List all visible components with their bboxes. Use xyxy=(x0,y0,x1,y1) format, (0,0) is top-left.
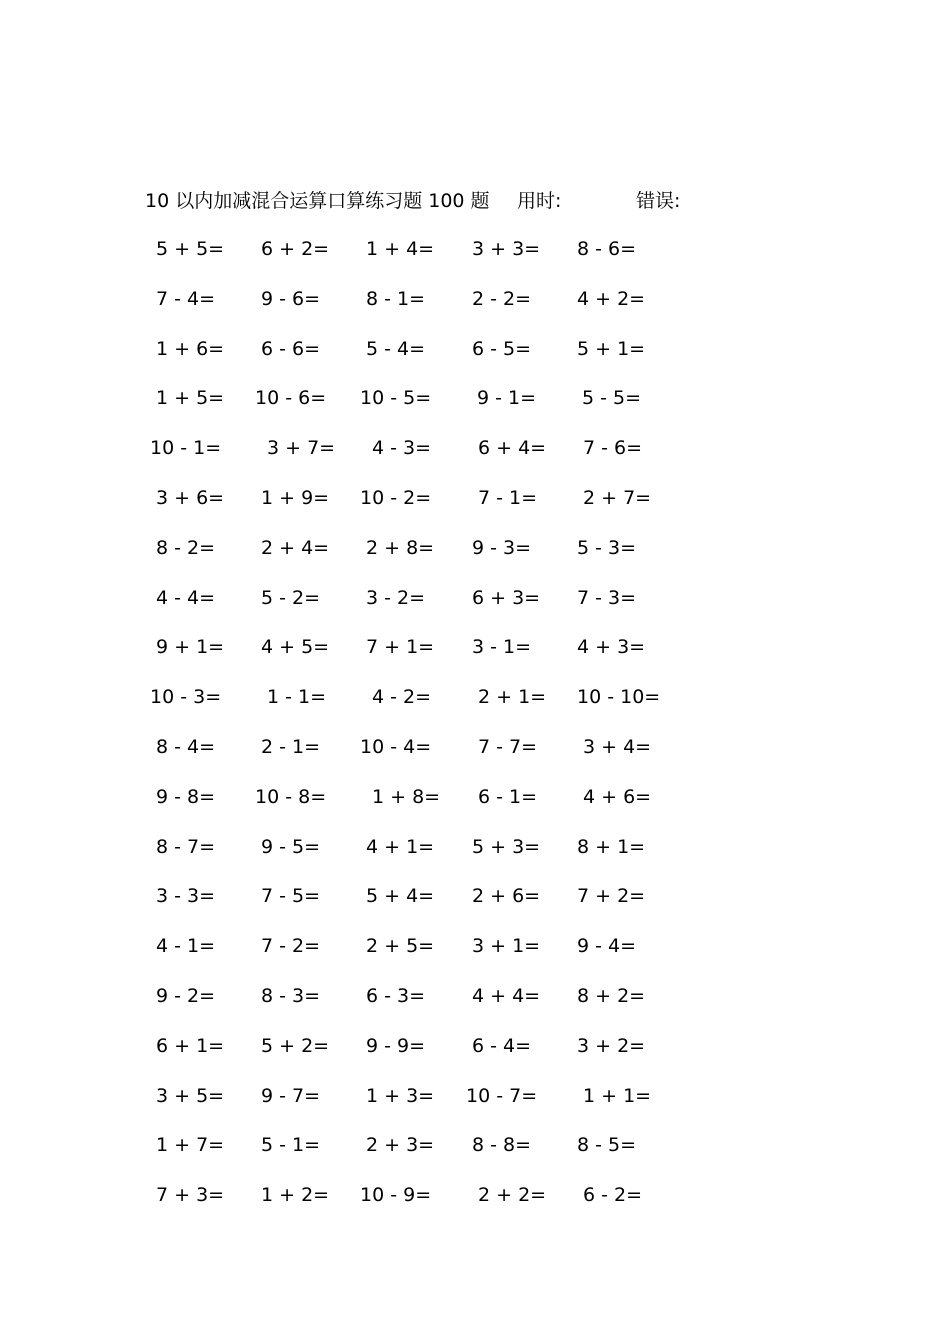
problem-item: 2 + 2= xyxy=(478,1184,547,1207)
problem-item: 10 - 7= xyxy=(466,1084,538,1107)
problem-item: 6 - 4= xyxy=(472,1034,532,1057)
problem-item: 4 - 2= xyxy=(372,686,432,709)
problem-item: 10 - 4= xyxy=(360,736,432,758)
problem-item: 3 + 7= xyxy=(267,437,336,460)
problem-item: 8 - 8= xyxy=(472,1134,532,1157)
problem-item: 6 - 6= xyxy=(261,337,321,360)
problem-item: 8 - 1= xyxy=(366,287,426,310)
problem-item: 2 + 1= xyxy=(478,686,547,709)
problem-item: 4 + 6= xyxy=(583,785,652,808)
problem-item: 3 + 4= xyxy=(583,736,652,758)
problem-item: 9 - 3= xyxy=(472,536,532,559)
problem-item: 10 - 8= xyxy=(255,785,327,808)
problem-item: 1 - 1= xyxy=(267,686,327,709)
problem-item: 3 - 2= xyxy=(366,586,426,609)
problem-item: 4 + 2= xyxy=(577,287,646,310)
problem-item: 3 + 1= xyxy=(472,935,541,958)
problem-item: 5 + 2= xyxy=(261,1034,330,1057)
problem-item: 7 - 7= xyxy=(478,736,538,758)
problem-item: 6 + 3= xyxy=(472,586,541,609)
problem-item: 7 - 1= xyxy=(478,487,538,509)
problem-item: 10 - 9= xyxy=(360,1184,432,1207)
problem-item: 2 + 6= xyxy=(472,885,541,908)
problem-item: 5 + 1= xyxy=(577,337,646,360)
problem-item: 6 - 3= xyxy=(366,985,426,1007)
problem-item: 1 + 6= xyxy=(156,337,225,360)
problem-item: 5 + 4= xyxy=(366,885,435,908)
problem-item: 3 + 6= xyxy=(156,487,225,509)
problem-item: 6 - 1= xyxy=(478,785,538,808)
problem-item: 7 + 1= xyxy=(366,636,435,659)
problem-item: 6 + 2= xyxy=(261,238,330,260)
problem-item: 5 - 2= xyxy=(261,586,321,609)
problem-item: 8 - 2= xyxy=(156,536,216,559)
problem-item: 10 - 1= xyxy=(150,437,222,460)
problem-item: 3 + 3= xyxy=(472,238,541,260)
problem-item: 5 - 4= xyxy=(366,337,426,360)
problem-item: 9 - 5= xyxy=(261,835,321,858)
problem-item: 5 + 5= xyxy=(156,238,225,260)
problem-item: 2 + 7= xyxy=(583,487,652,509)
problem-item: 2 + 3= xyxy=(366,1134,435,1157)
problem-item: 7 + 3= xyxy=(156,1184,225,1207)
problem-item: 3 + 5= xyxy=(156,1084,225,1107)
problem-item: 9 - 4= xyxy=(577,935,637,958)
problem-item: 8 - 5= xyxy=(577,1134,637,1157)
problem-item: 7 + 2= xyxy=(577,885,646,908)
problem-item: 9 - 1= xyxy=(477,387,537,410)
problem-item: 8 - 3= xyxy=(261,985,321,1007)
problem-item: 7 - 6= xyxy=(583,437,643,460)
problem-item: 9 - 2= xyxy=(156,985,216,1007)
problem-item: 1 + 7= xyxy=(156,1134,225,1157)
page-title: 10 以内加减混合运算口算练习题 100 题 xyxy=(145,190,490,212)
problem-item: 2 + 8= xyxy=(366,536,435,559)
problem-item: 5 - 3= xyxy=(577,536,637,559)
problem-item: 2 - 2= xyxy=(472,287,532,310)
problem-item: 1 + 8= xyxy=(372,785,441,808)
problem-item: 1 + 4= xyxy=(366,238,435,260)
problem-item: 9 - 9= xyxy=(366,1034,426,1057)
problem-item: 9 + 1= xyxy=(156,636,225,659)
problem-item: 6 - 5= xyxy=(472,337,532,360)
error-count-label: 错误: xyxy=(636,190,681,212)
problem-item: 1 + 3= xyxy=(366,1084,435,1107)
problem-item: 5 - 5= xyxy=(582,387,642,410)
problem-item: 1 + 1= xyxy=(583,1084,652,1107)
problem-item: 6 - 2= xyxy=(583,1184,643,1207)
problem-item: 6 + 4= xyxy=(478,437,547,460)
problem-item: 9 - 7= xyxy=(261,1084,321,1107)
problem-item: 2 + 4= xyxy=(261,536,330,559)
problem-item: 4 - 4= xyxy=(156,586,216,609)
problem-item: 7 - 2= xyxy=(261,935,321,958)
problem-item: 1 + 5= xyxy=(156,387,225,410)
problem-item: 10 - 10= xyxy=(577,686,661,709)
problem-item: 1 + 9= xyxy=(261,487,330,509)
problem-item: 4 + 1= xyxy=(366,835,435,858)
problem-item: 4 - 1= xyxy=(156,935,216,958)
problem-item: 3 + 2= xyxy=(577,1034,646,1057)
problem-item: 7 - 5= xyxy=(261,885,321,908)
problem-item: 8 + 2= xyxy=(577,985,646,1007)
problem-item: 4 + 3= xyxy=(577,636,646,659)
problem-item: 8 - 6= xyxy=(577,238,637,260)
problem-item: 4 - 3= xyxy=(372,437,432,460)
problem-item: 1 + 2= xyxy=(261,1184,330,1207)
problem-item: 8 - 4= xyxy=(156,736,216,758)
problem-item: 8 + 1= xyxy=(577,835,646,858)
problem-item: 2 + 5= xyxy=(366,935,435,958)
problem-item: 4 + 4= xyxy=(472,985,541,1007)
time-used-label: 用时: xyxy=(517,190,562,212)
problem-item: 10 - 3= xyxy=(150,686,222,709)
problem-item: 9 - 6= xyxy=(261,287,321,310)
problem-item: 7 - 4= xyxy=(156,287,216,310)
problem-item: 3 - 3= xyxy=(156,885,216,908)
problem-item: 10 - 5= xyxy=(360,387,432,410)
problem-item: 6 + 1= xyxy=(156,1034,225,1057)
problem-item: 7 - 3= xyxy=(577,586,637,609)
problem-item: 10 - 2= xyxy=(360,487,432,509)
problem-item: 4 + 5= xyxy=(261,636,330,659)
problem-item: 3 - 1= xyxy=(472,636,532,659)
problem-item: 5 + 3= xyxy=(472,835,541,858)
problem-item: 2 - 1= xyxy=(261,736,321,758)
problem-item: 5 - 1= xyxy=(261,1134,321,1157)
problem-item: 8 - 7= xyxy=(156,835,216,858)
problem-item: 10 - 6= xyxy=(255,387,327,410)
problem-item: 9 - 8= xyxy=(156,785,216,808)
